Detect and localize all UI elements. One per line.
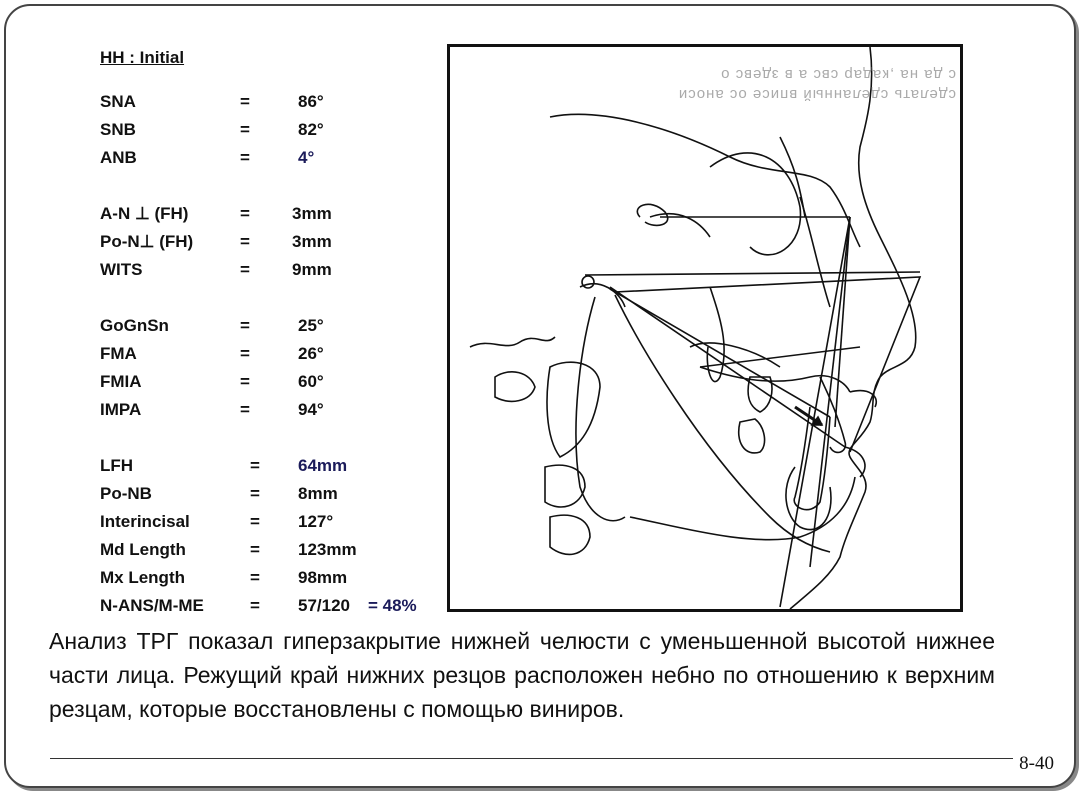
- measurement-equals: =: [240, 204, 250, 223]
- measurement-equals: =: [240, 316, 250, 335]
- measurement-equals: =: [250, 596, 260, 615]
- measurement-equals: =: [250, 568, 260, 587]
- measurement-equals: =: [250, 484, 260, 503]
- facial-plane: [780, 217, 850, 607]
- measurement-equals: =: [250, 456, 260, 475]
- measurement-value: 86°: [298, 92, 324, 111]
- measurement-name: WITS: [100, 260, 143, 279]
- vertebra-1: [495, 372, 535, 402]
- nasal-ridge: [800, 197, 830, 307]
- soft-tissue-profile: [790, 47, 916, 609]
- measurement-equals: =: [240, 92, 250, 111]
- sella: [637, 204, 667, 225]
- caption: Анализ ТРГ показал гиперзакрытие нижней челюсти с уменьшенной высотой нижнее части лица. Режущий край нижних резцов расположен небно по отношению к верхним резцам, которые восстановлены с помощью виниров.: [49, 628, 995, 722]
- tracing-svg: [450, 47, 960, 609]
- vertebra-3: [545, 465, 585, 507]
- measurement-value: 82°: [298, 120, 324, 139]
- measurement-name: ANB: [100, 148, 137, 167]
- lower-molar: [739, 419, 765, 453]
- case-title: HH : Initial: [100, 48, 185, 67]
- measurement-value: 8mm: [298, 484, 338, 503]
- measurement-value: 60°: [298, 372, 324, 391]
- measurement-equals: =: [240, 260, 250, 279]
- ramus: [576, 297, 625, 521]
- measurement-equals: =: [240, 148, 250, 167]
- mandibular-plane: [610, 287, 845, 447]
- measurement-name: N-ANS/M-ME: [100, 596, 204, 615]
- page-number: 8-40: [1013, 753, 1054, 775]
- measurement-value: 98mm: [298, 568, 348, 587]
- measurement-value: 123mm: [298, 540, 357, 559]
- measurement-equals: =: [250, 540, 260, 559]
- measurement-name: SNA: [100, 92, 136, 111]
- measurement-equals: =: [240, 400, 250, 419]
- soft-palate: [707, 287, 724, 382]
- measurement-equals: =: [240, 344, 250, 363]
- measurement-name: Po-N⊥ (FH): [100, 232, 194, 251]
- measurement-ratio: = 48%: [368, 596, 417, 615]
- measurement-name: Md Length: [100, 540, 186, 559]
- measurement-equals: =: [240, 232, 250, 251]
- squiggle: [470, 337, 555, 347]
- measurement-name: SNB: [100, 120, 136, 139]
- measurement-equals: =: [240, 120, 250, 139]
- measurement-value: 3mm: [292, 232, 332, 251]
- ghost-line-1: с да на ,кадар свс а в здевс о: [720, 66, 956, 83]
- measurement-value: 127°: [298, 512, 334, 531]
- measurement-value: 4°: [298, 148, 315, 167]
- measurement-value: 64mm: [298, 456, 348, 475]
- measurement-name: LFH: [100, 456, 134, 475]
- measurement-equals: =: [240, 372, 250, 391]
- ghost-line-2: сделать сделанный вписе ос аноси: [677, 86, 956, 103]
- measurement-value: 9mm: [292, 260, 332, 279]
- y-axis: [615, 277, 920, 452]
- footer-rule: [50, 758, 1018, 759]
- vertebra-4: [550, 515, 590, 554]
- measurement-value: 94°: [298, 400, 324, 419]
- slide: [4, 4, 1076, 788]
- measurement-name: Interincisal: [100, 512, 190, 531]
- nasal-bone: [780, 137, 805, 217]
- occlusal-plane: [610, 289, 830, 417]
- measurement-name: A-N ⊥ (FH): [100, 204, 189, 223]
- measurement-value: 57/120: [298, 596, 350, 615]
- measurement-value: 26°: [298, 344, 324, 363]
- measurement-value: 3mm: [292, 204, 332, 223]
- frontal-bone: [550, 114, 860, 247]
- measurement-value: 25°: [298, 316, 324, 335]
- n-b-line: [810, 217, 850, 567]
- cephalometric-tracing: [447, 44, 963, 612]
- measurement-name: FMIA: [100, 372, 142, 391]
- measurement-name: Mx Length: [100, 568, 185, 587]
- vertebra-2: [547, 362, 600, 457]
- measurement-name: FMA: [100, 344, 137, 363]
- frankfort-line: [585, 272, 920, 275]
- measurement-name: IMPA: [100, 400, 142, 419]
- ghost-text: [456, 66, 956, 106]
- orbit: [710, 153, 800, 255]
- measurement-equals: =: [250, 512, 260, 531]
- measurement-name: Po-NB: [100, 484, 152, 503]
- measurement-name: GoGnSn: [100, 316, 169, 335]
